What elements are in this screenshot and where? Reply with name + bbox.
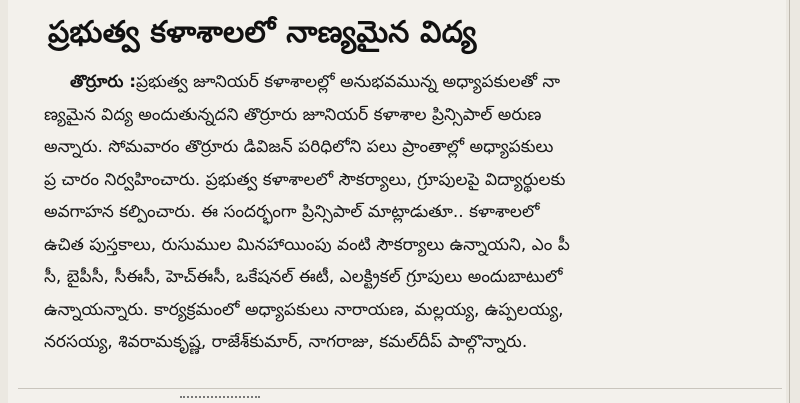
- article-line: [44, 66, 770, 99]
- article-line: సీ, బైపీసీ, సీఈసీ, హెచ్ఈసీ, ఒకేషనల్ ఈటీ, ఎలక్ట్రికల్ గ్రూపులు అందుబాటులో: [44, 267, 563, 287]
- article-line: ఉచిత పుస్తకాలు, రుసుముల మినహాయింపు వంటి సౌకర్యాలు ఉన్నాయని, ఎం పీ: [44, 234, 570, 255]
- article-line: అవగాహన కల్పించారు. ఈ సందర్భంగా ప్రిన్సిపాల్ మాట్లాడుతూ.. కళాశాలలో: [44, 202, 540, 222]
- article-line: ఉన్నాయన్నారు. కార్యక్రమంలో అధ్యాపకులు నారాయణ, మల్లయ్య, ఉప్పలయ్య,: [44, 299, 564, 320]
- cropped-text-above: [30, 0, 770, 4]
- right-margin: [786, 0, 800, 403]
- article-line: ప్ర చారం నిర్వహించారు. ప్రభుత్వ కళాశాలలో సౌకర్యాలు, గ్రూపులపై విద్యార్థులకు: [44, 169, 566, 190]
- column-rule: [789, 0, 790, 403]
- article-line: ణ్యమైన విద్య అందుతున్నదని తొర్రూరు జూనియర్ కళాశాల ప్రిన్సిపాల్ అరుణ: [44, 104, 542, 125]
- article-body: [44, 66, 770, 359]
- article-line-text: ప్రభుత్వ జూనియర్ కళాశాలల్లో అనుభవమున్న అధ్యాపకులతో నా: [136, 72, 561, 92]
- article-line: నరసయ్య, శివరామకృష్ణ, రాజేశ్‌కుమార్, నాగరాజు, కమల్‌దీప్ పాల్గొన్నారు.: [44, 332, 528, 352]
- bottom-divider: [18, 388, 782, 389]
- cropped-text-below: [180, 396, 260, 403]
- article-line: అన్నారు. సోమవారం తొర్రూరు డివిజన్ పరిధిలోని పలు ప్రాంతాల్లో అధ్యాపకులు: [44, 137, 554, 157]
- article-dateline: తొర్రూరు :: [70, 72, 137, 92]
- left-margin: [0, 0, 8, 403]
- article-headline: ప్రభుత్వ కళాశాలలో నాణ్యమైన విద్య: [48, 15, 477, 50]
